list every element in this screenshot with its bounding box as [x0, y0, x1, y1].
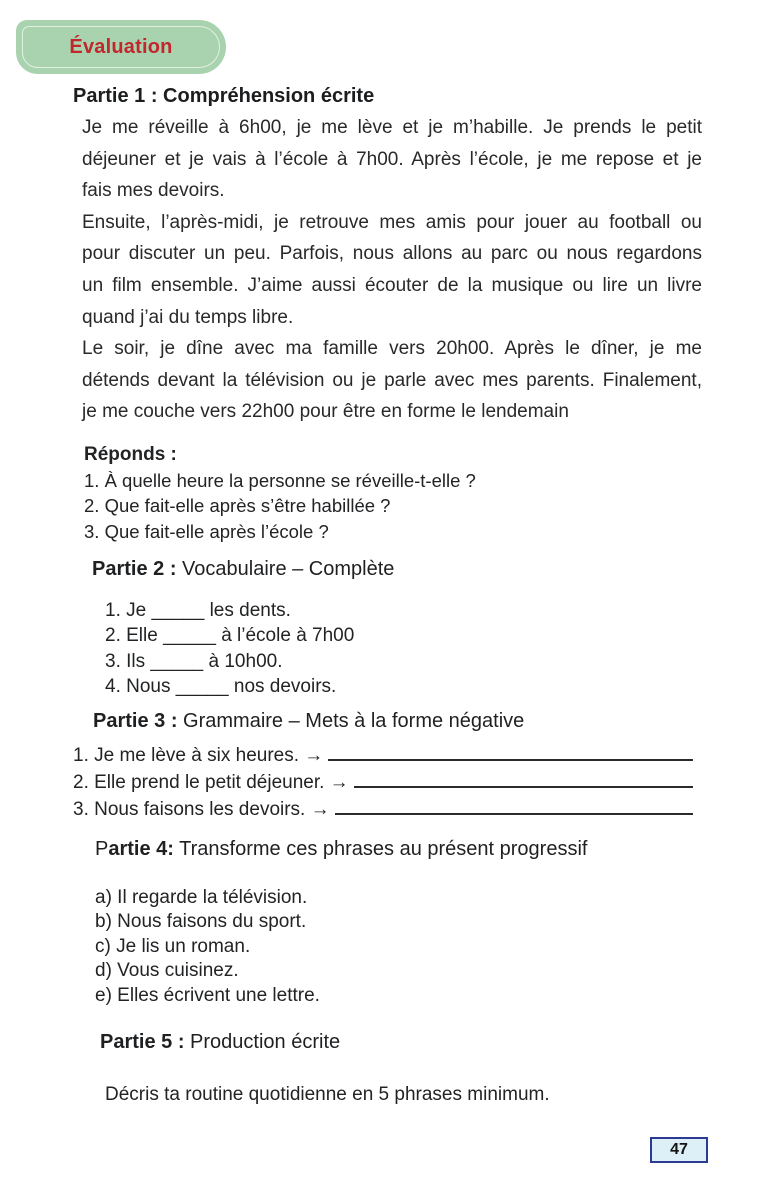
- negation-list: [73, 742, 695, 823]
- question-item: 1. À quelle heure la personne se réveille-t-elle ?: [84, 469, 476, 491]
- negation-item: [73, 742, 695, 769]
- partie3-title-bold: Partie 3 :: [93, 710, 178, 732]
- fill-item-text: 2. Elle prend le petit déjeuner. →: [73, 772, 349, 793]
- question-item: 3. Que fait-elle après l’école ?: [84, 520, 329, 542]
- page-number-box: [650, 1137, 708, 1163]
- partie5-title: [100, 1031, 340, 1054]
- answer-line: [354, 786, 693, 788]
- passage-line: un film ensemble. J’aime aussi écouter de la musique ou lire un livre: [82, 274, 702, 296]
- answer-line: [328, 759, 693, 761]
- partie5-title-bold: Partie 5 :: [100, 1031, 185, 1053]
- passage-line: fais mes devoirs.: [82, 180, 225, 202]
- reponds-section: [84, 442, 476, 544]
- transform-list: [95, 886, 320, 1008]
- vocab-item: 3. Ils _____ à 10h00.: [105, 650, 283, 672]
- partie5-title-rest: Production écrite: [184, 1031, 341, 1053]
- transform-item: b) Nous faisons du sport.: [95, 911, 307, 933]
- transform-item: d) Vous cuisinez.: [95, 960, 239, 982]
- passage-line: détends devant la télévision ou je parle avec mes parents. Finalement,: [82, 369, 702, 391]
- passage-line: pour discuter un peu. Parfois, nous allons au parc ou nous regardons: [82, 243, 702, 265]
- fill-item-text: 3. Nous faisons les devoirs. →: [73, 799, 330, 820]
- negation-item: [73, 769, 695, 796]
- transform-item: e) Elles écrivent une lettre.: [95, 984, 320, 1006]
- passage-line: quand j’ai du temps libre.: [82, 306, 294, 328]
- partie2-title: [92, 558, 394, 581]
- partie4-title-bold: artie 4:: [108, 838, 174, 860]
- passage-line: déjeuner et je vais à l’école à 7h00. Après l’école, je me repose et je: [82, 148, 702, 170]
- fill-item-text: 1. Je me lève à six heures. →: [73, 745, 324, 766]
- vocab-item: 4. Nous _____ nos devoirs.: [105, 676, 337, 698]
- vocab-item: 2. Elle _____ à l’école à 7h00: [105, 625, 355, 647]
- passage-line: Ensuite, l’après-midi, je retrouve mes amis pour jouer au football ou: [82, 211, 702, 233]
- transform-item: c) Je lis un roman.: [95, 935, 251, 957]
- transform-item: a) Il regarde la télévision.: [95, 887, 308, 908]
- negation-item: [73, 796, 695, 823]
- partie2-title-bold: Partie 2 :: [92, 558, 177, 580]
- partie3-title: [93, 710, 524, 733]
- passage-line: Je me réveille à 6h00, je me lève et je m’habille. Je prends le petit: [82, 117, 702, 138]
- evaluation-badge-label: Évaluation: [69, 35, 173, 58]
- passage-line: je me couche vers 22h00 pour être en forme le lendemain: [82, 401, 569, 423]
- partie4-title-prefix: P: [95, 838, 109, 860]
- answer-line: [335, 813, 693, 815]
- partie1-title: Partie 1 : Compréhension écrite: [73, 85, 375, 107]
- partie4-title: [95, 838, 587, 861]
- question-item: 2. Que fait-elle après s’être habillée ?: [84, 495, 391, 516]
- passage-line: Le soir, je dîne avec ma famille vers 20h00. Après le dîner, je me: [82, 338, 702, 360]
- partie2-title-rest: Vocabulaire – Complète: [176, 558, 395, 580]
- vocab-item: 1. Je _____ les dents.: [105, 600, 291, 621]
- page-number: 47: [670, 1141, 688, 1158]
- reponds-label: Réponds :: [84, 444, 177, 465]
- vocab-list: [105, 598, 354, 700]
- partie3-title-rest: Grammaire – Mets à la forme négative: [177, 710, 525, 732]
- reading-passage: [82, 112, 702, 428]
- partie4-title-rest: Transforme ces phrases au présent progressif: [173, 838, 588, 860]
- question-list: [84, 468, 476, 545]
- partie5-instruction: Décris ta routine quotidienne en 5 phrases minimum.: [105, 1084, 550, 1105]
- evaluation-badge: [16, 20, 226, 74]
